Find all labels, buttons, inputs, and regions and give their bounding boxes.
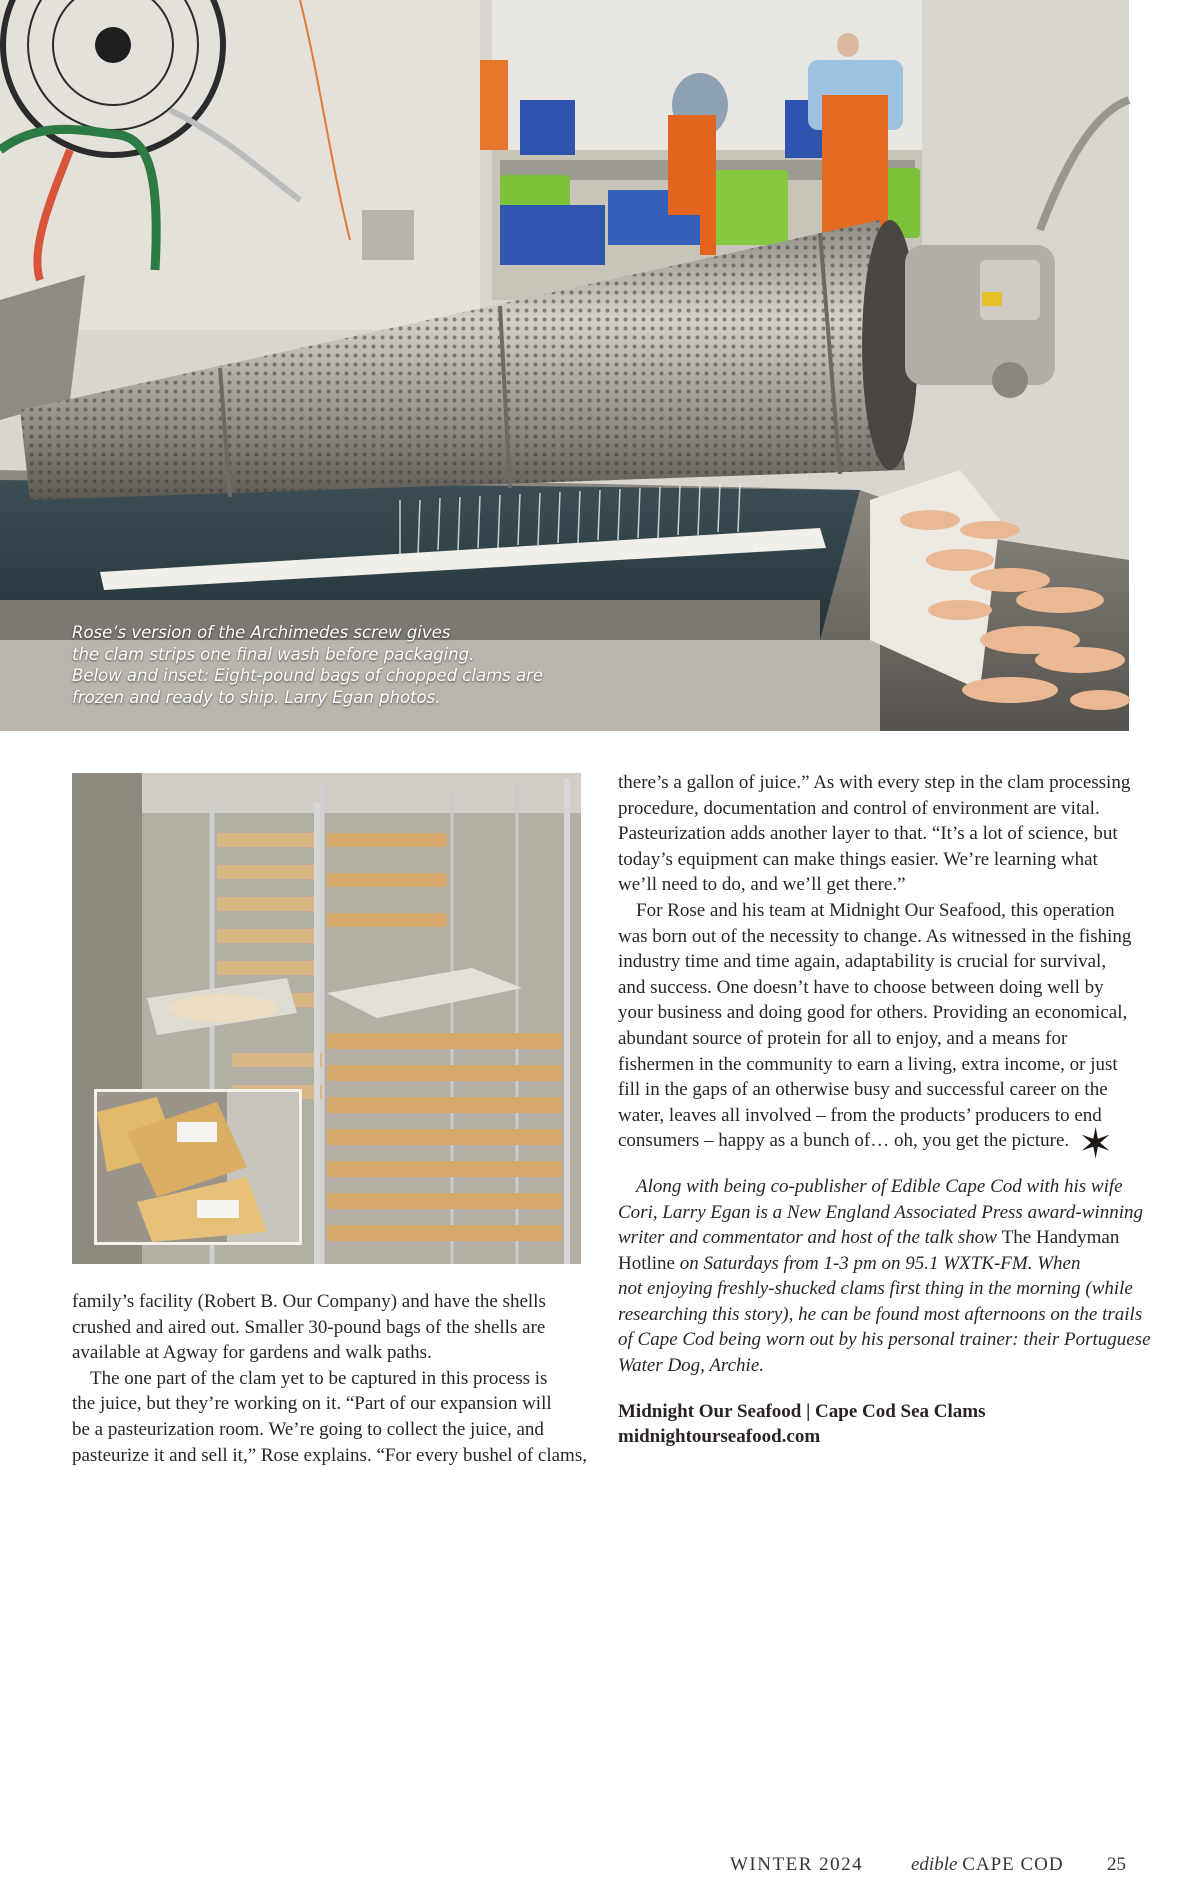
text-line: water, leaves all involved – from the products’ producers to end <box>618 1104 1102 1126</box>
caption-line: Rose’s version of the Archimedes screw gives <box>72 623 451 642</box>
text-line: pasteurize it and sell it,” Rose explains. “For every bushel of clams, <box>72 1444 587 1466</box>
magazine-title: CAPE COD <box>962 1854 1064 1875</box>
text-line: fishermen in the community to earn a living, extra income, or just <box>618 1053 1118 1075</box>
text-line: your business and doing good for others. Providing an economical, <box>618 1002 1128 1024</box>
bio-text: writer and commentator and host of the talk show <box>618 1227 1002 1249</box>
text-line: crushed and aired out. Smaller 30-pound bags of the shells are <box>72 1316 546 1338</box>
text-line: fill in the gaps of an otherwise busy and successful career on the <box>618 1079 1108 1101</box>
caption-line: Below and inset: Eight-pound bags of chopped clams are <box>72 666 544 685</box>
clam-bags-illustration <box>97 1092 299 1242</box>
text-line: be a pasteurization room. We’re going to collect the juice, and <box>72 1418 544 1440</box>
text-line: For Rose and his team at Midnight Our Seafood, this operation <box>636 899 1115 921</box>
issue-season: WINTER 2024 <box>730 1854 864 1875</box>
bio-line <box>618 1251 1128 1277</box>
caption-line: frozen and ready to ship. Larry Egan photos. <box>72 687 441 707</box>
show-title: Hotline <box>618 1252 675 1274</box>
archimedes-screw-photo <box>0 0 1129 731</box>
text-line: was born out of the necessity to change. As witnessed in the fishing <box>618 925 1132 947</box>
magazine-name <box>911 1852 1064 1878</box>
text-line: procedure, documentation and control of environment are vital. <box>618 797 1100 819</box>
clam-bags-inset-photo <box>94 1089 302 1245</box>
hero-photo-caption <box>72 622 572 708</box>
text-line: we’ll need to do, and we’ll get there.” <box>618 874 906 896</box>
author-bio <box>618 1174 1151 1379</box>
bio-line: of Cape Cod being worn out by his personal trainer: their Portuguese <box>618 1329 1151 1351</box>
freezer-rack-photo <box>72 773 581 1264</box>
text-line: consumers – happy as a bunch of… oh, you get the picture. <box>618 1130 1070 1152</box>
text-line: today’s equipment can make things easier. We’re learning what <box>618 848 1098 870</box>
text-line: family’s facility (Robert B. Our Company) and have the shells <box>72 1291 546 1312</box>
bio-line: researching this story), he can be found most afternoons on the trails <box>618 1303 1143 1325</box>
magazine-prefix: edible <box>911 1854 958 1875</box>
article-paragraph <box>618 770 1131 898</box>
article-paragraph <box>72 1289 584 1366</box>
business-signoff <box>618 1399 1128 1450</box>
text-line: Pasteurization adds another layer to that. “It’s a lot of science, but <box>618 823 1118 845</box>
bio-line: Cori, Larry Egan is a New England Associated Press award-winning <box>618 1201 1143 1223</box>
page-number: 25 <box>1107 1854 1126 1875</box>
article-right-column <box>618 770 1151 1875</box>
text-line: The one part of the clam yet to be captured in this process is <box>90 1367 548 1389</box>
text-line: abundant source of protein for all to enjoy, and a means for <box>618 1027 1068 1049</box>
show-title: The Handyman <box>1001 1227 1120 1249</box>
text-line: available at Agway for gardens and walk paths. <box>72 1342 432 1364</box>
bio-text: on Saturdays from 1-3 pm on 95.1 WXTK-FM. When <box>675 1252 1081 1274</box>
text-line: and success. One doesn’t have to choose between doing well by <box>618 976 1104 998</box>
bio-line: Water Dog, Archie. <box>618 1355 765 1377</box>
business-website-link[interactable]: midnightourseafood.com <box>618 1426 821 1448</box>
text-line: industry time and time again, adaptability is crucial for survival, <box>618 951 1107 973</box>
bio-line: Along with being co-publisher of Edible Cape Cod with his wife <box>636 1175 1123 1197</box>
end-of-article-star-icon: ✶ <box>1078 1119 1114 1168</box>
text-line: there’s a gallon of juice.” As with every step in the clam processing <box>618 772 1131 793</box>
article-left-column <box>72 1289 587 1468</box>
article-paragraph <box>72 1366 587 1468</box>
business-name: Midnight Our Seafood | Cape Cod Sea Clams <box>618 1400 986 1422</box>
article-paragraph <box>618 898 1132 1154</box>
bio-line <box>618 1225 1128 1251</box>
bio-line: not enjoying freshly-shucked clams first thing in the morning (while <box>618 1278 1133 1300</box>
caption-line: the clam strips one final wash before packaging. <box>72 644 475 664</box>
text-line: the juice, but they’re working on it. “Part of our expansion will <box>72 1393 552 1415</box>
